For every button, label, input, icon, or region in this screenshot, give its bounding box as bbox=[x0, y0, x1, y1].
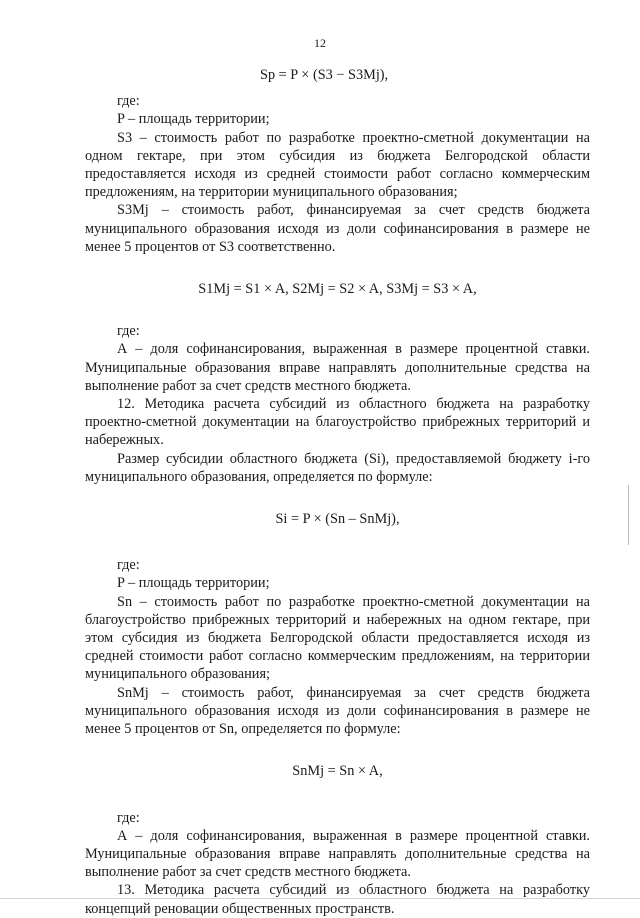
section-13-heading: 13. Методика расчета субсидий из областного бюджета на разработку концепций реновации общественных пространств. bbox=[85, 882, 590, 917]
document-body bbox=[85, 66, 590, 918]
definition-a: А – доля софинансирования, выраженная в размере процентной ставки. Муниципальные образования вправе направлять дополнительные средства на выполнение работ за счет средств местного бюджета. bbox=[85, 341, 590, 394]
where-label: где: bbox=[117, 323, 140, 340]
definition-p: P – площадь территории; bbox=[117, 575, 270, 592]
definition-sn: Sn – стоимость работ по разработке проектно-сметной документации на благоустройство прибрежных территорий и набережных на одном гектаре, при этом субсидия из бюджета Белгородской области предоставляется исходя из средней стоимости работ согласно коммерческим предложениям, на территории муниципального образования; bbox=[85, 593, 590, 683]
definition-p: P – площадь территории; bbox=[117, 111, 270, 128]
subsidy-size-paragraph: Размер субсидии областного бюджета (Si), предоставляемой бюджету i-го муниципального образования, определяется по формуле: bbox=[85, 450, 590, 485]
where-label: где: bbox=[117, 809, 140, 826]
formula-snmj: SnMj = Sn × A, bbox=[292, 763, 383, 780]
section-12-heading: 12. Методика расчета субсидий из областного бюджета на разработку проектно-сметной документации на благоустройство прибрежных территорий и набережных. bbox=[85, 396, 590, 449]
definition-snmj: SnMj – стоимость работ, финансируемая за счет средств бюджета муниципального образования исходя из доли софинансирования в размере не менее 5 процентов от Sn, определяется по формуле: bbox=[85, 684, 590, 738]
formula-si: Si = P × (Sn – SnMj), bbox=[275, 511, 400, 528]
where-label: где: bbox=[117, 93, 140, 110]
formula-smj: S1Mj = S1 × A, S2Mj = S2 × A, S3Mj = S3 × A, bbox=[198, 281, 477, 298]
where-label: где: bbox=[117, 557, 140, 574]
definition-s3mj: S3Mj – стоимость работ, финансируемая за счет средств бюджета муниципального образования исходя из доли софинансирования в размере не менее 5 процентов от S3 соответственно. bbox=[85, 202, 590, 255]
definition-s3: S3 – стоимость работ по разработке проектно-сметной документации на одном гектаре, при этом субсидия из бюджета Белгородской области предоставляется исходя из средней стоимости работ согласно коммерческим предложениям, на территории муниципального образования; bbox=[85, 129, 590, 201]
formula-sp: Sp = P × (S3 − S3Mj), bbox=[260, 67, 389, 83]
scan-artifact bbox=[628, 485, 629, 545]
definition-a: А – доля софинансирования, выраженная в размере процентной ставки. Муниципальные образования вправе направлять дополнительные средства на выполнение работ за счет средств местного бюджета. bbox=[85, 827, 590, 881]
scan-artifact bbox=[0, 898, 640, 899]
page-number: 12 bbox=[314, 36, 326, 50]
